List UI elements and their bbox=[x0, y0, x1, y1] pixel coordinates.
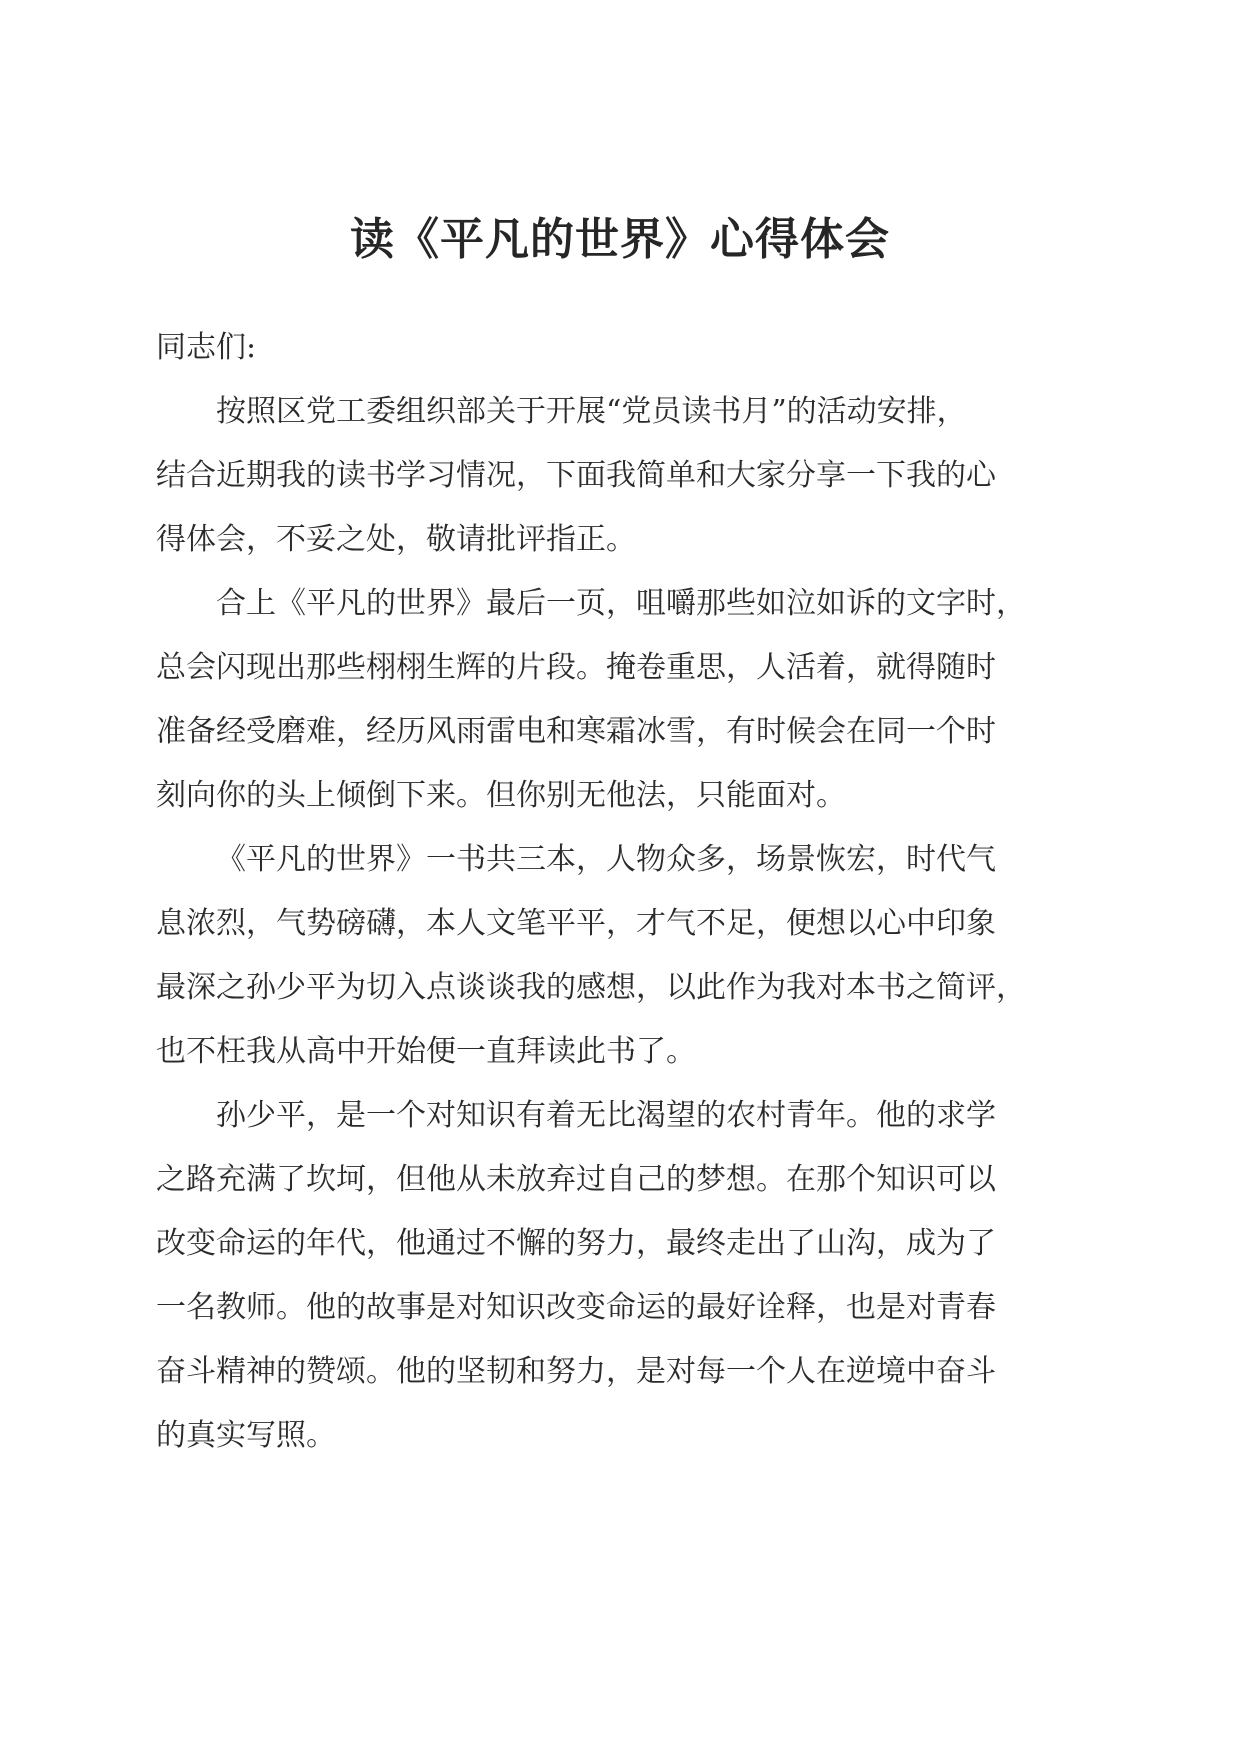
paragraph-line: 最深之孙少平为切入点谈谈我的感想，以此作为我对本书之简评， bbox=[156, 970, 1026, 1005]
paragraph-line: 孙少平，是一个对知识有着无比渴望的农村青年。他的求学 bbox=[216, 1098, 996, 1133]
paragraph-line: 结合近期我的读书学习情况，下面我简单和大家分享一下我的心 bbox=[156, 458, 996, 493]
paragraph-3 bbox=[156, 828, 1086, 1084]
paragraph-line: 《平凡的世界》一书共三本，人物众多，场景恢宏，时代气 bbox=[216, 842, 996, 877]
salutation: 同志们: bbox=[156, 330, 257, 365]
paragraph-2 bbox=[156, 572, 1086, 828]
paragraph-line: 得体会，不妥之处，敬请批评指正。 bbox=[156, 522, 636, 557]
paragraph-4 bbox=[156, 1084, 1086, 1468]
paragraph-line: 按照区党工委组织部关于开展“党员读书月”的活动安排， bbox=[216, 394, 967, 429]
paragraph-line: 改变命运的年代，他通过不懈的努力，最终走出了山沟，成为了 bbox=[156, 1226, 996, 1261]
paragraph-1 bbox=[156, 380, 1086, 572]
paragraph-line: 奋斗精神的赞颂。他的坚韧和努力，是对每一个人在逆境中奋斗 bbox=[156, 1354, 996, 1389]
paragraph-line: 总会闪现出那些栩栩生辉的片段。掩卷重思，人活着，就得随时 bbox=[156, 650, 996, 685]
paragraph-line: 也不枉我从高中开始便一直拜读此书了。 bbox=[156, 1034, 696, 1069]
paragraph-line: 一名教师。他的故事是对知识改变命运的最好诠释，也是对青春 bbox=[156, 1290, 996, 1325]
paragraph-line: 刻向你的头上倾倒下来。但你别无他法，只能面对。 bbox=[156, 778, 846, 813]
document-body bbox=[156, 316, 1086, 1468]
paragraph-line: 的真实写照。 bbox=[156, 1418, 336, 1453]
paragraph-line: 之路充满了坎坷，但他从未放弃过自己的梦想。在那个知识可以 bbox=[156, 1162, 996, 1197]
document-title: 读《平凡的世界》心得体会 bbox=[350, 214, 890, 265]
paragraph-line: 合上《平凡的世界》最后一页，咀嚼那些如泣如诉的文字时， bbox=[216, 586, 1026, 621]
paragraph-line: 准备经受磨难，经历风雨雷电和寒霜冰雪，有时候会在同一个时 bbox=[156, 714, 996, 749]
paragraph-line: 息浓烈，气势磅礴，本人文笔平平，才气不足，便想以心中印象 bbox=[156, 906, 996, 941]
